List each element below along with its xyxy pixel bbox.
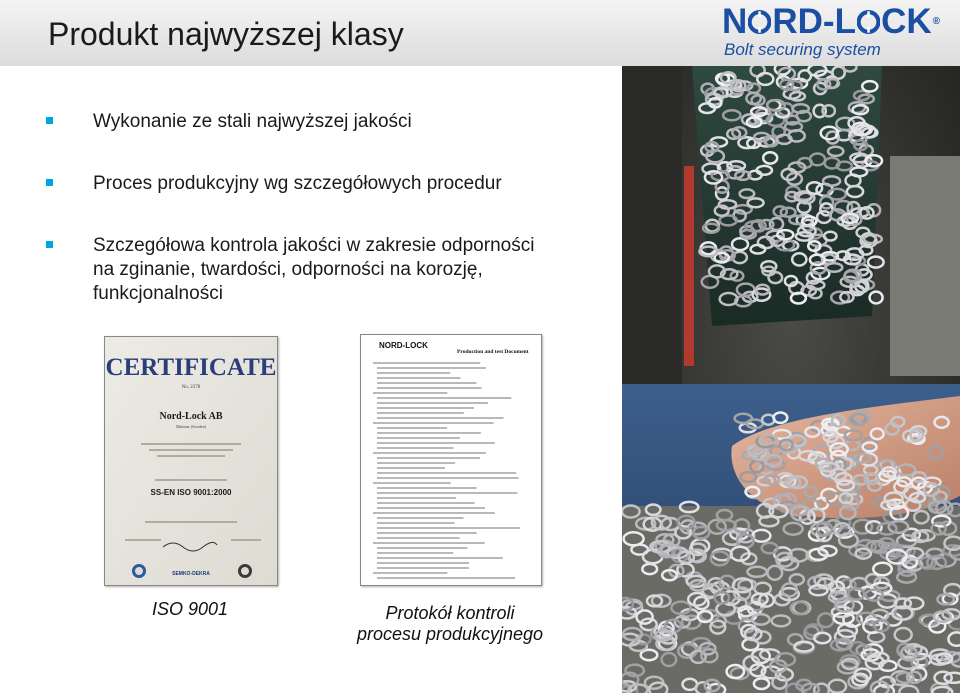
slide-title: Produkt najwyższej klasy: [48, 16, 404, 52]
certificate-issuer: SEMKO-DEKRA: [172, 571, 210, 577]
registered-mark: ®: [932, 16, 940, 27]
nord-lock-logo: [722, 4, 940, 64]
certificate-heading: CERTIFICATE: [105, 354, 277, 381]
certificate-number: No. 2378: [181, 385, 201, 390]
logo-tagline: Bolt securing system: [724, 40, 881, 59]
bullet-list: [46, 110, 616, 344]
bullet-item-steel: Wykonanie ze stali najwyższej jakości: [46, 110, 616, 134]
logo-washer-icon-2: [857, 8, 880, 36]
caption-iso: ISO 9001: [151, 599, 229, 619]
logo-letters-ck: CK: [881, 2, 932, 41]
logo-letters-rdl: RD-L: [772, 2, 856, 41]
logo-wordmark: [722, 4, 940, 40]
certificate-company: Nord-Lock AB: [159, 411, 223, 422]
iso-certificate-image: [104, 336, 278, 586]
bullet-square-icon: [46, 117, 53, 124]
caption-protocol: [330, 603, 570, 645]
protocol-heading: Production and test Document: [457, 349, 529, 355]
certificate-standard: SS-EN ISO 9001:2000: [150, 488, 232, 497]
caption-protocol-line2: procesu produkcyjnego: [356, 624, 544, 644]
bullet-square-icon: [46, 179, 53, 186]
protocol-logo: NORD-LOCK: [379, 341, 428, 350]
caption-protocol-line1: Protokół kontroli: [385, 603, 515, 623]
bullet-item-process: Proces produkcyjny wg szczegółowych procedur: [46, 172, 616, 196]
production-protocol-image: [360, 334, 542, 586]
bullet-square-icon: [46, 241, 53, 248]
logo-washer-icon: [748, 8, 771, 36]
certificate-city: Mattmar (Sweden): [175, 424, 207, 429]
logo-letter-n: N: [722, 2, 748, 41]
bullet-item-quality: Szczegółowa kontrola jakości w zakresie odporności na zginanie, twardości, odporności na korozję, funkcjonalności: [46, 234, 616, 306]
washers-production-photo: [622, 66, 960, 693]
